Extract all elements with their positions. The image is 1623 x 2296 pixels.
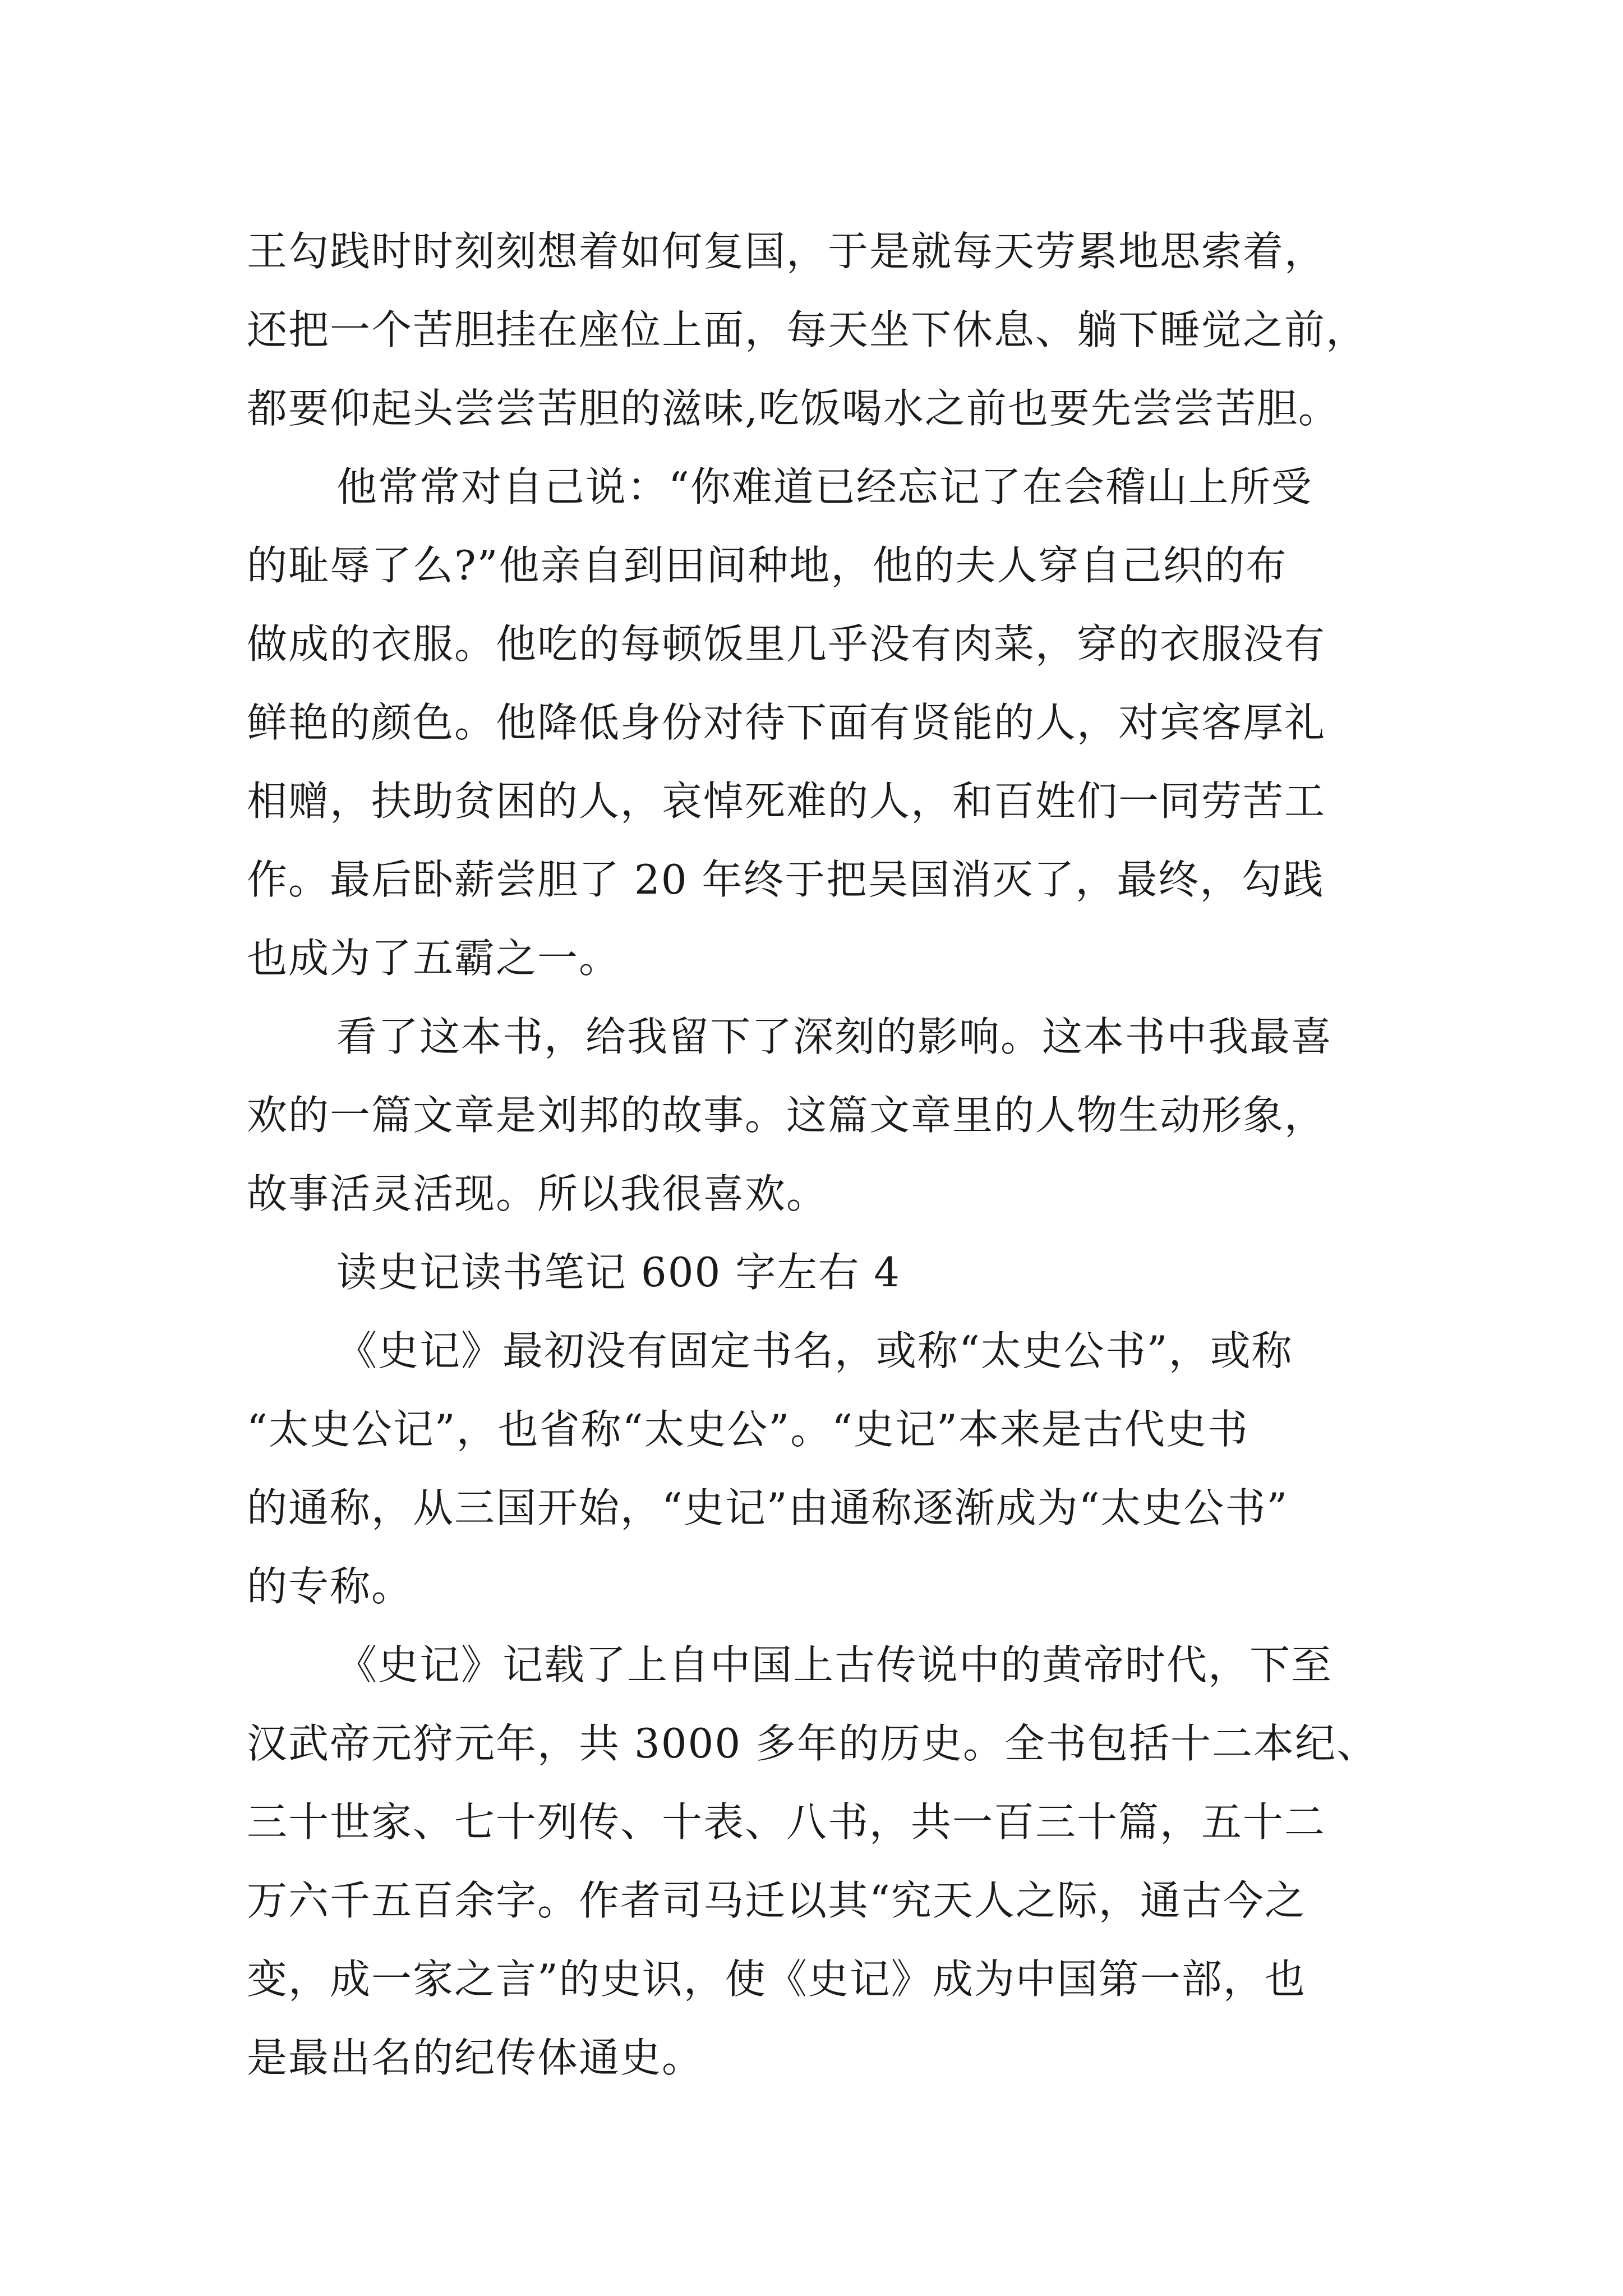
- text-line: 的通称，从三国开始，“史记”由通称逐渐成为“太史公书”: [247, 1484, 1289, 1531]
- text-line: 万六千五百余字。作者司马迁以其“究天人之际，通古今之: [247, 1877, 1306, 1924]
- text-line: 王勾践时时刻刻想着如何复国，于是就每天劳累地思索着，: [247, 228, 1326, 275]
- text-line: 都要仰起头尝尝苦胆的滋味,吃饭喝水之前也要先尝尝苦胆。: [247, 385, 1340, 432]
- text-line: “太史公记”，也省称“太史公”。“史记”本来是古代史书: [247, 1406, 1249, 1453]
- text-line: 的专称。: [247, 1563, 413, 1610]
- paragraph-first-line: 《史记》最初没有固定书名，或称“太史公书”，或称: [336, 1327, 1293, 1374]
- text-line: 的耻辱了么?”他亲自到田间种地，他的夫人穿自己织的布: [247, 542, 1288, 589]
- text-line: 故事活灵活现。所以我很喜欢。: [247, 1170, 828, 1217]
- text-line: 变，成一家之言”的史识，使《史记》成为中国第一部，也: [247, 1955, 1306, 2003]
- paragraph-first-line: 《史记》记载了上自中国上古传说中的黄帝时代，下至: [336, 1641, 1333, 1688]
- text-line: 作。最后卧薪尝胆了 20 年终于把吴国消灭了，最终，勾践: [247, 856, 1325, 903]
- text-line: 还把一个苦胆挂在座位上面，每天坐下休息、躺下睡觉之前，: [247, 306, 1368, 353]
- paragraph-first-line: 他常常对自己说：“你难道已经忘记了在会稽山上所受: [336, 463, 1313, 510]
- text-line: 欢的一篇文章是刘邦的故事。这篇文章里的人物生动形象，: [247, 1092, 1326, 1139]
- text-line: 三十世家、七十列传、十表、八书，共一百三十篇，五十二: [247, 1798, 1326, 1846]
- section-heading: 读史记读书笔记 600 字左右 4: [336, 1249, 901, 1296]
- text-line: 汉武帝元狩元年，共 3000 多年的历史。全书包括十二本纪、: [247, 1720, 1378, 1767]
- text-line: 做成的衣服。他吃的每顿饭里几乎没有肉菜，穿的衣服没有: [247, 620, 1326, 668]
- text-line: 也成为了五霸之一。: [247, 935, 621, 982]
- text-line: 相赠，扶助贫困的人，哀悼死难的人，和百姓们一同劳苦工: [247, 777, 1326, 825]
- paragraph-first-line: 看了这本书，给我留下了深刻的影响。这本书中我最喜: [336, 1013, 1333, 1060]
- text-line: 鲜艳的颜色。他降低身份对待下面有贤能的人，对宾客厚礼: [247, 699, 1326, 746]
- text-line: 是最出名的纪传体通史。: [247, 2034, 704, 2081]
